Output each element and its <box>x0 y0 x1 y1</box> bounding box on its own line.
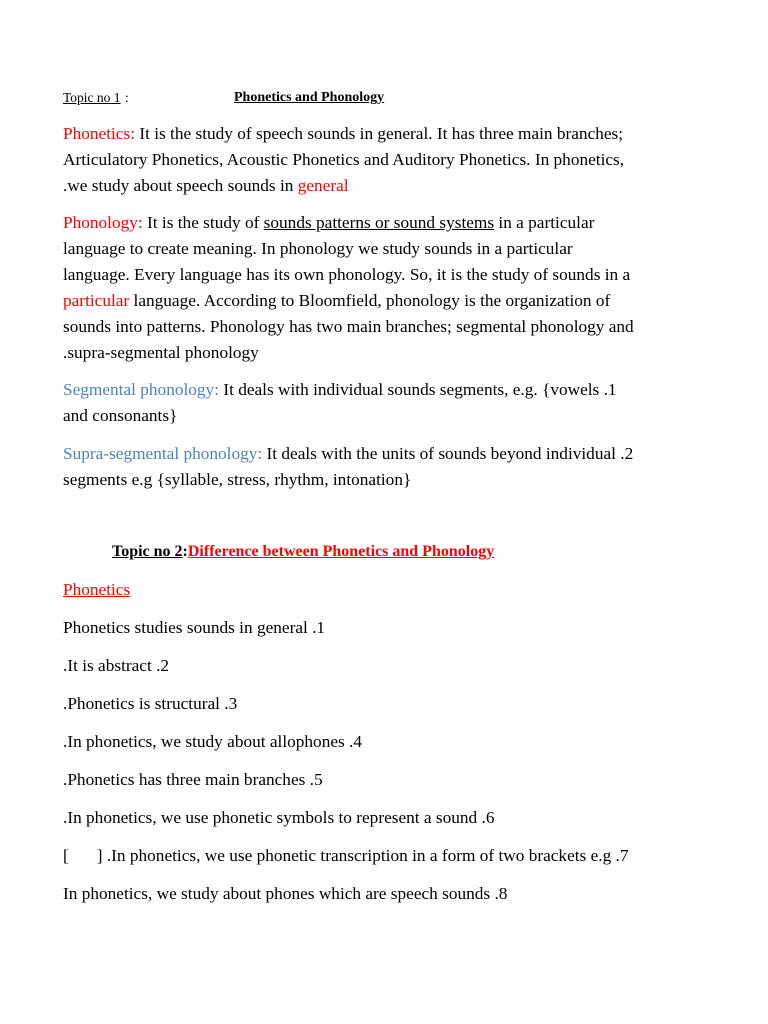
list-item: Phonetics studies sounds in general .1 <box>63 618 326 637</box>
topic-1-title: Phonetics and Phonology <box>234 90 385 105</box>
phonology-line-3: language. Every language has its own phonology. So, it is the study of sounds in a <box>63 265 631 284</box>
list-item: .Phonetics has three main branches .5 <box>63 770 323 789</box>
supra-segmental-term: Supra-segmental phonology: <box>63 444 263 463</box>
general-highlight: general <box>297 176 349 195</box>
supra-line-2: segments e.g {syllable, stress, rhythm, intonation} <box>63 470 412 489</box>
segmental-term: Segmental phonology: <box>63 380 219 399</box>
phonology-term: Phonology: <box>63 213 143 232</box>
phonology-line-1: Phonology: It is the study of sounds patterns or sound systems in a particular <box>63 213 595 232</box>
list-item: .Phonetics is structural .3 <box>63 694 238 713</box>
phonetics-term: Phonetics: <box>63 124 136 143</box>
phonetics-line-3: .we study about speech sounds in general <box>63 176 349 195</box>
close-bracket: ] <box>96 846 103 865</box>
sound-systems-underlined: sounds patterns or sound systems <box>263 213 495 232</box>
segmental-line-2: and consonants} <box>63 406 178 425</box>
topic-2-title: Difference between Phonetics and Phonology <box>187 543 495 560</box>
topic-2-heading <box>112 542 494 562</box>
phonetics-line-2: Articulatory Phonetics, Acoustic Phonetics and Auditory Phonetics. In phonetics, <box>63 150 625 169</box>
phonology-line-6: .supra-segmental phonology <box>63 343 259 362</box>
list-item-brackets: [ ] .In phonetics, we use phonetic transcription in a form of two brackets e.g .7 <box>63 846 629 865</box>
supra-line-1: Supra-segmental phonology: It deals with the units of sounds beyond individual .2 <box>63 444 634 463</box>
phonetics-line-1: Phonetics: It is the study of speech sounds in general. It has three main branches; <box>63 124 624 143</box>
segmental-line-1: Segmental phonology: It deals with individual sounds segments, e.g. {vowels .1 <box>63 380 617 399</box>
topic-2-colon: : <box>182 543 188 560</box>
open-bracket: [ <box>63 846 69 865</box>
phonology-line-2: language to create meaning. In phonology we study sounds in a particular <box>63 239 573 258</box>
list-item: .In phonetics, we use phonetic symbols to represent a sound .6 <box>63 808 495 827</box>
list-item: In phonetics, we study about phones which are speech sounds .8 <box>63 884 508 903</box>
list-item: .In phonetics, we study about allophones .4 <box>63 732 363 751</box>
phonology-line-5: sounds into patterns. Phonology has two main branches; segmental phonology and <box>63 317 634 336</box>
list-item: .It is abstract .2 <box>63 656 170 675</box>
topic-1-label: Topic no 1 <box>63 90 121 105</box>
phonology-line-4: particular language. According to Bloomfield, phonology is the organization of <box>63 291 611 310</box>
topic-1-colon: : <box>125 90 129 105</box>
particular-highlight: particular <box>63 291 130 310</box>
topic-2-label: Topic no 2 <box>112 543 183 560</box>
phonetics-section-heading: Phonetics <box>63 580 131 599</box>
